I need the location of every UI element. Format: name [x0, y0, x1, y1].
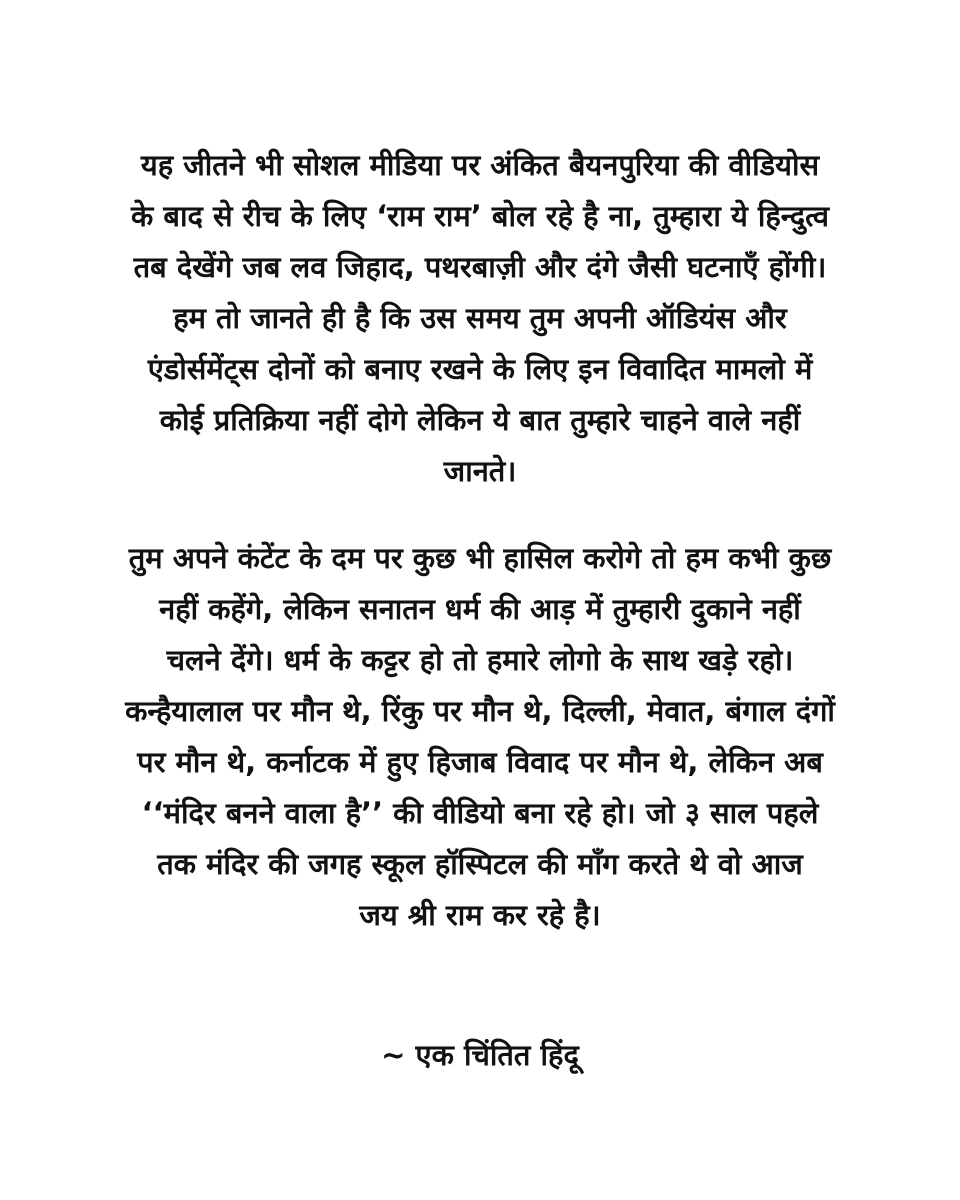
paragraph-line: नहीं कहेंगे, लेकिन सनातन धर्म की आड़ में तुम्हारी दुकाने नहीं [159, 592, 801, 626]
signature-text: ~ एक चिंतित हिंदू [381, 1038, 579, 1072]
paragraph-line: तुम अपने कंटेंट के दम पर कुछ भी हासिल करोगे तो हम कभी कुछ [128, 541, 832, 575]
paragraph-line: कोई प्रतिक्रिया नहीं दोगे लेकिन ये बात तुम्हारे चाहने वाले नहीं [159, 403, 801, 437]
signature [30, 1030, 930, 1081]
paragraph-line: कन्हैयालाल पर मौन थे, रिंकु पर मौन थे, दिल्ली, मेवात, बंगाल दंगों [125, 694, 835, 728]
paragraph-line: ‘‘मंदिर बनने वाला है’’ की वीडियो बना रहे हो। जो ३ साल पहले [141, 796, 819, 830]
paragraph-line: के बाद से रीच के लिए ‘राम राम’ बोल रहे है ना, तुम्हारा ये हिन्दुत्व [131, 199, 829, 233]
paragraph-line: तक मंदिर की जगह स्कूल हॉस्पिटल की माँग करते थे वो आज [157, 847, 803, 881]
paragraph-line: चलने देंगे। धर्म के कट्टर हो तो हमारे लोगो के साथ खड़े रहो। [166, 643, 794, 677]
paragraph-line: एंडोर्समेंट्स दोनों को बनाए रखने के लिए इन विवादित मामलो में [147, 352, 813, 386]
paragraph-line: यह जीतने भी सोशल मीडिया पर अंकित बैयनपुरिया की वीडियोस [140, 148, 820, 182]
paragraph-2 [30, 533, 930, 941]
paragraph-line: पर मौन थे, कर्नाटक में हुए हिजाब विवाद पर मौन थे, लेकिन अब [137, 745, 823, 779]
paragraph-line: जानते। [443, 454, 517, 488]
paragraph-line: तब देखेंगे जब लव जिहाद, पथरबाज़ी और दंगे जैसी घटनाएँ होंगी। [133, 250, 827, 284]
paragraph-line: जय श्री राम कर रहे है। [359, 898, 601, 932]
paragraph-line: हम तो जानते ही है कि उस समय तुम अपनी ऑडियंस और [173, 301, 787, 335]
paragraph-1 [30, 140, 930, 497]
